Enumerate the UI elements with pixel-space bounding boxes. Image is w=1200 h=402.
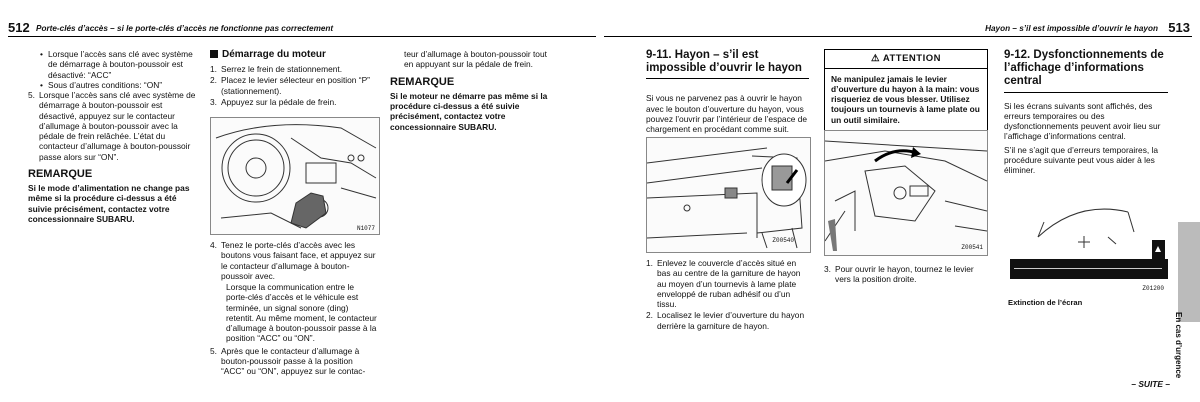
step-item: 1. Enlevez le couvercle d’accès situé en bas au centre de la garniture de hayon au moyen d’un tournevis à lame plate enveloppé de ruban adhésif ou d’un tissu. — [646, 258, 801, 309]
figure-code: Z00540 — [772, 236, 794, 244]
right-col1 — [646, 49, 809, 137]
step-item: 5. Après que le contacteur d’allumage à bouton-poussoir passe à la position “ACC” ou “ON”, appuyez sur le contac- — [210, 345, 366, 376]
section-title: 9-12. Dysfonctionnements de l’affichage d’informations central — [1004, 49, 1168, 93]
display-figure — [1008, 192, 1168, 294]
remark-body: Si le mode d’alimentation ne change pas même si la procédure ci-dessus a été suivie précisément, contactez votre concessionnaire SUBARU. — [28, 183, 190, 224]
left-col2 — [210, 49, 378, 108]
left-page — [0, 0, 596, 402]
steering-wheel-illustration — [211, 118, 379, 234]
figure-caption: Extinction de l’écran — [1008, 298, 1083, 307]
right-header-title: Hayon – s’il est impossible d’ouvrir le hayon — [985, 24, 1158, 33]
warning-triangle-icon: ⚠ — [871, 53, 881, 64]
figure-code: Z00541 — [961, 243, 983, 251]
right-page-number: 513 — [1168, 20, 1190, 35]
list-item: • Lorsque l’accès sans clé avec système de démarrage à bouton-poussoir est désactivé: “ACC” — [40, 49, 198, 80]
step-item: 1. Serrez le frein de stationnement. — [210, 64, 343, 75]
square-bullet-icon — [210, 50, 218, 58]
section-title: Démarrage du moteur — [210, 49, 378, 61]
right-header — [604, 18, 1192, 37]
attention-box — [824, 49, 988, 131]
ignition-figure — [210, 117, 380, 235]
right-col3 — [1004, 49, 1168, 178]
intro-text: Si vous ne parvenez pas à ouvrir le hayon avec le bouton d’ouverture du hayon, vous pouvez l’ouvrir par l’intérieur de l’espace de chargement en procédant comme suit. — [646, 93, 808, 135]
step-continuation: teur d’allumage à bouton-poussoir tout en appuyant sur la pédale de frein. — [404, 49, 547, 70]
left-col2-lower — [210, 240, 378, 377]
step-item: 3. Appuyez sur la pédale de frein. — [210, 96, 337, 107]
step-item: 2. Placez le levier sélecteur en position “P” (stationnement). — [210, 75, 370, 96]
page-footer: – SUITE – — [1131, 379, 1170, 389]
step-item: 2. Localisez le levier d’ouverture du hayon derrière la garniture de hayon. — [646, 310, 805, 331]
left-page-number: 512 — [8, 20, 30, 35]
left-col3 — [390, 49, 558, 132]
figure-code: N1077 — [356, 224, 375, 232]
list-item: • Sous d’autres conditions: “ON” — [40, 80, 198, 90]
release-lever-illustration — [825, 131, 987, 255]
remark-body: Si le moteur ne démarre pas même si la procédure ci-dessus a été suivie précisément, contactez votre concessionnaire SUBARU. — [390, 90, 548, 132]
step-item: 3. Pour ouvrir le hayon, tournez le levier vers la position droite. — [824, 264, 974, 285]
lever-figure — [824, 130, 988, 256]
paragraph: Si les écrans suivants sont affichés, des erreurs temporaires ou des dysfonctionnements peuvent avoir lieu sur l’affichage d’informations central. — [1004, 100, 1161, 142]
paragraph: S’il ne s’agit que d’erreurs temporaires, la procédure suivante peut vous aider à les éliminer. — [1004, 144, 1159, 176]
right-col2-lower — [824, 264, 986, 286]
attention-header: ⚠ ATTENTION — [825, 50, 987, 69]
step-continuation: Lorsque la communication entre le porte-clés d’accès et le véhicule est terminée, un signal sonore (ding) retentit. Au même moment, le contacteur d’allumage à bouton-poussoir passe à la position “ACC” ou “ON”. — [226, 282, 377, 344]
right-col1-lower — [646, 258, 809, 332]
left-col1 — [28, 49, 198, 224]
left-header — [8, 18, 596, 37]
hatch-figure — [646, 137, 811, 253]
hatch-trim-illustration — [647, 138, 810, 252]
side-tab: En cas d’urgence — [1178, 222, 1200, 322]
right-page — [604, 0, 1200, 402]
attention-body: Ne manipulez jamais le levier d’ouverture du hayon à la main: vous risqueriez de vous blesser. Utilisez toujours un tournevis à lame plate ou un outil similaire. — [831, 73, 980, 125]
figure-code: Z01200 — [1142, 284, 1164, 292]
remark-title: REMARQUE — [390, 75, 455, 88]
left-header-title: Porte-clés d’accès – si le porte-clés d’accès ne fonctionne pas correctement — [36, 24, 334, 33]
step-item: 5. Lorsque l’accès sans clé avec système de démarrage à bouton-poussoir est désactivé, appuyez sur le contacteur d’allumage à bouton-poussoir avec la pédale de frein relâchée. L’état du contacteur d’allumage à bouton-poussoir passe alors sur “ON”. — [28, 90, 196, 162]
remark-title: REMARQUE — [28, 167, 93, 180]
step-item: 4. Tenez le porte-clés d’accès avec les boutons vous faisant face, et appuyez sur le contacteur d’allumage à bouton-poussoir avec. — [210, 240, 376, 281]
screen-off-illustration — [1008, 192, 1168, 294]
section-title: 9-11. Hayon – s’il est impossible d’ouvrir le hayon — [646, 49, 809, 79]
